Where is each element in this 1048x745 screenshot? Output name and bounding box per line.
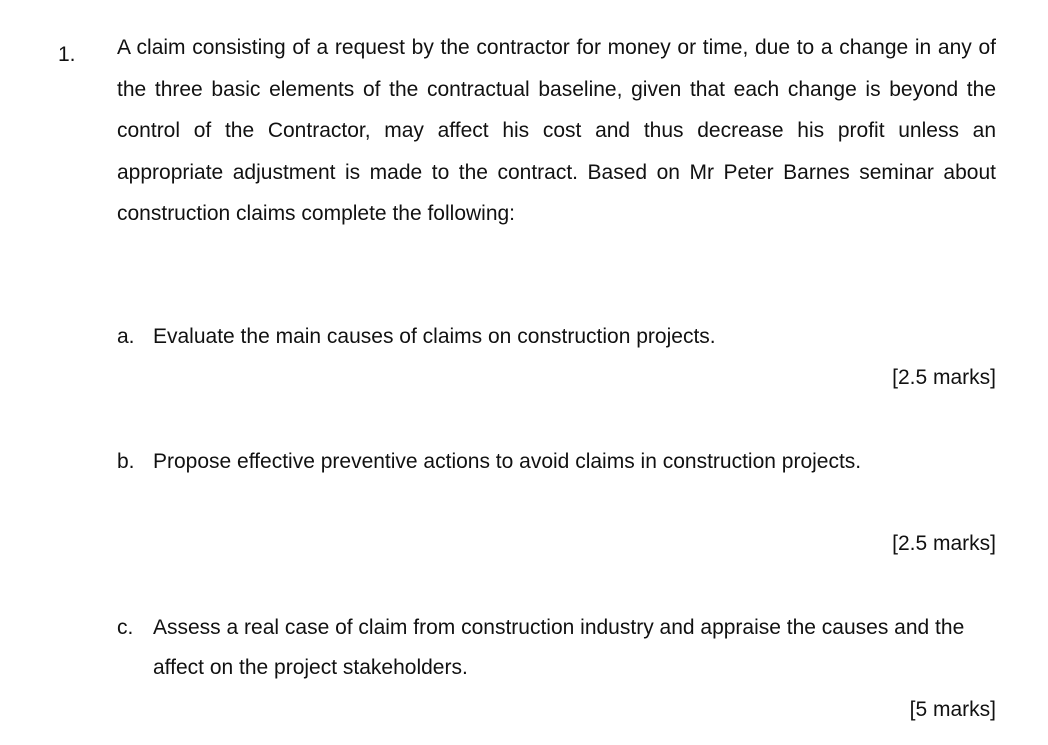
question-number: 1. xyxy=(58,43,76,66)
question-text: A claim consisting of a request by the contractor for money or time, due to a change in any of the three basic elements of the contractual baseline, given that each change is beyond the control of the Contractor, may affect his cost and thus decrease his profit unless an appropriate adjustment is made to the contract. Based on Mr Peter Barnes seminar about construction claims complete the following: xyxy=(117,36,996,225)
part-b-text: Propose effective preventive actions to avoid claims in construction projects. xyxy=(153,450,862,473)
part-c-letter: c. xyxy=(117,616,134,639)
part-a-text: Evaluate the main causes of claims on construction projects. xyxy=(153,325,716,348)
part-c-marks: [5 marks] xyxy=(909,698,996,721)
part-a-marks: [2.5 marks] xyxy=(892,366,996,389)
part-a xyxy=(117,317,996,357)
part-c xyxy=(117,608,996,688)
part-b-letter: b. xyxy=(117,450,135,473)
part-a-letter: a. xyxy=(117,325,135,348)
part-b xyxy=(117,442,996,482)
part-c-text: Assess a real case of claim from construction industry and appraise the causes and the affect on the project stakeholders. xyxy=(153,616,965,679)
part-b-marks: [2.5 marks] xyxy=(892,532,996,555)
